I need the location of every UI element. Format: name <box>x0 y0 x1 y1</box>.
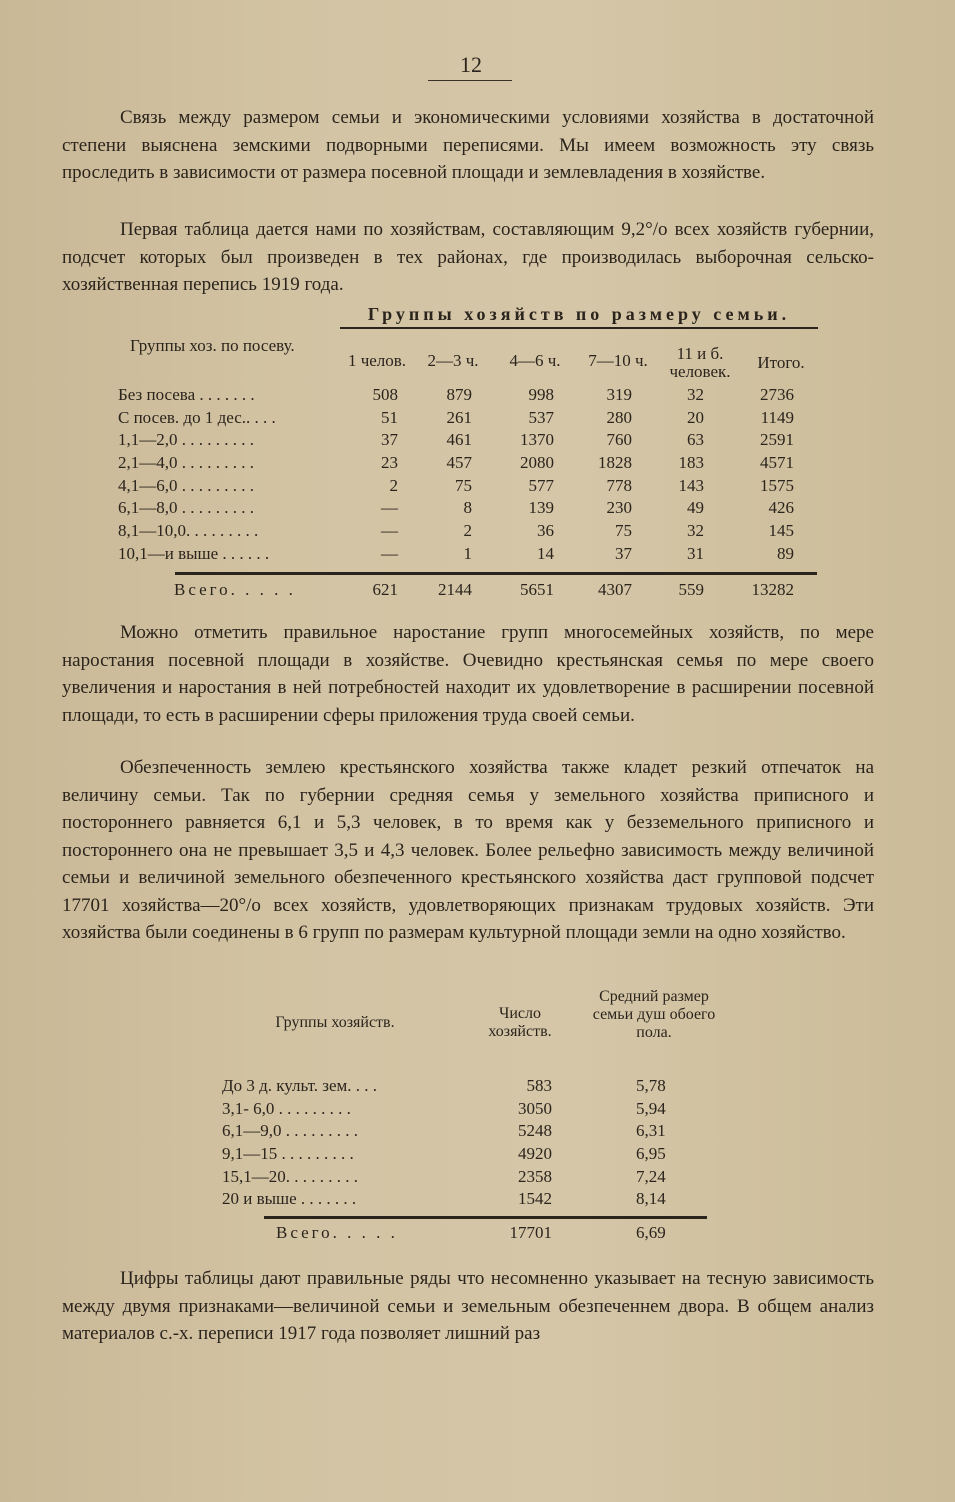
table1-cell: 75 <box>455 475 472 495</box>
table1-cell: 1149 <box>760 407 794 427</box>
table1-total-label: Всего. . . . . <box>174 580 296 599</box>
table2-total-rule <box>264 1216 707 1219</box>
table2-row-label: 15,1—20. . . . . . . . . <box>222 1166 358 1186</box>
table1-cell: 261 <box>446 407 472 427</box>
table1-cell: 1828 <box>598 453 632 473</box>
paragraph-4: Обезпеченность землею крестьянского хозяйства также кладет резкий отпечаток на величину семьи. Так по губернии средняя семья у земельного хозяйства приписного и постороннего равняется 6,1 и 5,3 человек, в то время как у безземельного приписного и постороннего она не превышает 3,5 и 4,3 человек. Более рельефно зависимость между величиной семьи и величиной земельного обезпеченного крестьянского хозяйства даст групповой подсчет 17701 хозяйства—20°/о всех хозяйств, удовлетворяющих признакам трудовых хозяйств. Эти хозяйства были соединены в 6 групп по размерам культурной площади земли на одно хозяйство. <box>62 757 874 943</box>
table1-row-label: 1,1—2,0 . . . . . . . . . <box>118 430 254 450</box>
table1-row <box>118 430 818 453</box>
table1-row <box>118 385 818 408</box>
table2-row-label: 6,1—9,0 . . . . . . . . . <box>222 1121 358 1141</box>
table1-row-label: 8,1—10,0. . . . . . . . . <box>118 521 259 541</box>
table2-row <box>222 1144 712 1167</box>
table1-cell: 760 <box>606 430 632 450</box>
table2-count-cell: 583 <box>526 1076 552 1095</box>
paragraph-2: Первая таблица дается нами по хозяйствам, составляющим 9,2°/о всех хозяйств губернии, подсчет которых был произведен в тех районах, где производилась выборочная сельско-хозяйственная перепись 1919 года. <box>62 219 874 295</box>
table1-col-header: 7—10 ч. <box>588 351 648 370</box>
table1-row <box>118 476 818 499</box>
table2-avg-cell: 6,31 <box>636 1121 666 1141</box>
table1-cell: 183 <box>678 453 704 473</box>
table1-cell: 778 <box>606 475 632 495</box>
table1-cell: 139 <box>528 498 554 518</box>
table1-cell: 49 <box>687 498 704 518</box>
paragraph-1: Связь между размером семьи и экономическими условиями хозяйства в достаточной степени выяснена земскими подворными переписями. Мы имеем возможность эту связь проследить в зависимости от размера посевной площади и землевладения в хозяйстве. <box>62 107 874 183</box>
table2-col-header: Средний размер семьи душ обоего пола. <box>592 988 716 1041</box>
table2-body <box>222 1076 712 1212</box>
table1-cell: 2736 <box>760 385 794 404</box>
table1-header-rule <box>340 327 818 329</box>
table1-col-header: 1 челов. <box>347 351 407 370</box>
table1-total-cell: 2144 <box>438 580 472 599</box>
table2-row-label: 9,1—15 . . . . . . . . . <box>222 1144 354 1164</box>
table2-row <box>222 1121 712 1144</box>
table2-count-cell: 4920 <box>518 1144 552 1164</box>
table1-row-label: 2,1—4,0 . . . . . . . . . <box>118 453 254 473</box>
table1-cell: 14 <box>537 543 554 563</box>
table1-total-cell: 621 <box>372 580 398 599</box>
table1-cell: 20 <box>687 407 704 427</box>
table2-count-cell: 3050 <box>518 1098 552 1118</box>
table2-row <box>222 1189 712 1212</box>
table1-cell: 145 <box>768 521 794 541</box>
table1-row-header: Группы хоз. по посеву. <box>130 336 295 355</box>
table1-cell: 577 <box>528 475 554 495</box>
table1-cell: 143 <box>678 475 704 495</box>
table2-avg-cell: 5,78 <box>636 1076 666 1095</box>
table1-row <box>118 498 818 521</box>
table1-cell: 23 <box>381 453 398 473</box>
table2-row-label: 20 и выше . . . . . . . <box>222 1189 357 1209</box>
table1-body <box>118 385 818 567</box>
table1-col-header: 2—3 ч. <box>427 351 479 370</box>
table1-row-label: 4,1—6,0 . . . . . . . . . <box>118 475 254 495</box>
table1-cell: 508 <box>372 385 398 404</box>
table1-cell: 2 <box>463 521 472 541</box>
table1-cell: 426 <box>768 498 794 518</box>
table1-cell: 32 <box>687 385 704 404</box>
table2-avg-cell: 8,14 <box>636 1189 666 1209</box>
table1-cell: 1370 <box>520 430 554 450</box>
table1-cell: 1 <box>463 543 472 563</box>
table1-cell: — <box>381 498 398 518</box>
table1-cell: 36 <box>537 521 554 541</box>
table1-cell: 63 <box>687 430 704 450</box>
table1-cell: 319 <box>606 385 632 404</box>
table1-row-label: 6,1—8,0 . . . . . . . . . <box>118 498 254 518</box>
paragraph-5: Цифры таблицы дают правильные ряды что несомненно указывает на тесную зависимость между двумя признаками—величиной семьи и земельным обезпеченнем двора. В общем анализ материалов с.-х. переписи 1917 года позволяет лишний раз <box>62 1268 874 1344</box>
table1-cell: 75 <box>615 521 632 541</box>
table2-total-row <box>222 1223 712 1245</box>
table1-row <box>118 544 818 567</box>
table2-total-avg: 6,69 <box>636 1223 666 1242</box>
table1-total-cell: 4307 <box>598 580 632 599</box>
table1-cell: 31 <box>687 543 704 563</box>
table1-row-label: С посев. до 1 дес.. . . . <box>118 407 276 427</box>
table2-row-label: До 3 д. культ. зем. . . . <box>222 1076 378 1095</box>
table2-row <box>222 1099 712 1122</box>
table1-row-label: Без посева . . . . . . . <box>118 385 255 404</box>
table2-total-label: Всего. . . . . <box>276 1223 398 1242</box>
table1-cell: 2591 <box>760 430 794 450</box>
table1-row-label: 10,1—и выше . . . . . . <box>118 543 270 563</box>
table1-total-cell: 5651 <box>520 580 554 599</box>
table2-avg-cell: 5,94 <box>636 1098 666 1118</box>
table1-cell: 4571 <box>760 453 794 473</box>
table1-group-header: Группы хозяйств по размеру семьи. <box>367 304 791 324</box>
table1-cell: 2080 <box>520 453 554 473</box>
table1-row <box>118 408 818 431</box>
table1-cell: 998 <box>528 385 554 404</box>
table2-count-cell: 1542 <box>518 1189 552 1209</box>
table1-cell: 37 <box>615 543 632 563</box>
table1-cell: 1575 <box>760 475 794 495</box>
table2-row <box>222 1076 712 1099</box>
table2-col-header: Группы хозяйств. <box>275 1014 395 1031</box>
table1-cell: 537 <box>528 407 554 427</box>
table1-cell: — <box>381 521 398 541</box>
table2-count-cell: 2358 <box>518 1166 552 1186</box>
table1-cell: — <box>381 543 398 563</box>
table1-total-row <box>118 580 818 602</box>
table1-cell: 461 <box>446 430 472 450</box>
table1-row <box>118 453 818 476</box>
table1-row <box>118 521 818 544</box>
table2-avg-cell: 7,24 <box>636 1166 666 1186</box>
table2-row <box>222 1167 712 1190</box>
table1-total-cell: 13282 <box>751 580 794 599</box>
table1-cell: 32 <box>687 521 704 541</box>
table2-col-header: Число хозяйств. <box>488 1005 552 1040</box>
table2-total-count: 17701 <box>509 1223 552 1242</box>
paragraph-3: Можно отметить правильное наростание групп многосемейных хозяйств, по мере наростания посевной площади в хозяйстве. Очевидно крестьянская семья по мере своего увеличения и наростания в ней потребностей находит их удовлетворение в расширении посевной площади, то есть в расширении сферы приложения труда своей семьи. <box>62 622 874 726</box>
table1-total-cell: 559 <box>678 580 704 599</box>
table1-cell: 51 <box>381 407 398 427</box>
table2-avg-cell: 6,95 <box>636 1144 666 1164</box>
table1-col-header: 4—6 ч. <box>509 351 561 370</box>
table2-row-label: 3,1- 6,0 . . . . . . . . . <box>222 1098 351 1118</box>
table1-col-header: 11 и б. человек. <box>669 344 731 381</box>
table1-cell: 89 <box>777 543 794 563</box>
table1-cell: 879 <box>446 385 472 404</box>
page-number-rule <box>428 80 512 81</box>
table1-cell: 37 <box>381 430 398 450</box>
table1-cell: 230 <box>606 498 632 518</box>
table1-cell: 457 <box>446 453 472 473</box>
table1-cell: 280 <box>606 407 632 427</box>
table1-col-header: Итого. <box>757 353 805 372</box>
table2-count-cell: 5248 <box>518 1121 552 1141</box>
table1-cell: 2 <box>389 475 398 495</box>
table1-total-rule <box>175 572 817 575</box>
table1-cell: 8 <box>463 498 472 518</box>
page-number: 12 <box>460 52 482 77</box>
